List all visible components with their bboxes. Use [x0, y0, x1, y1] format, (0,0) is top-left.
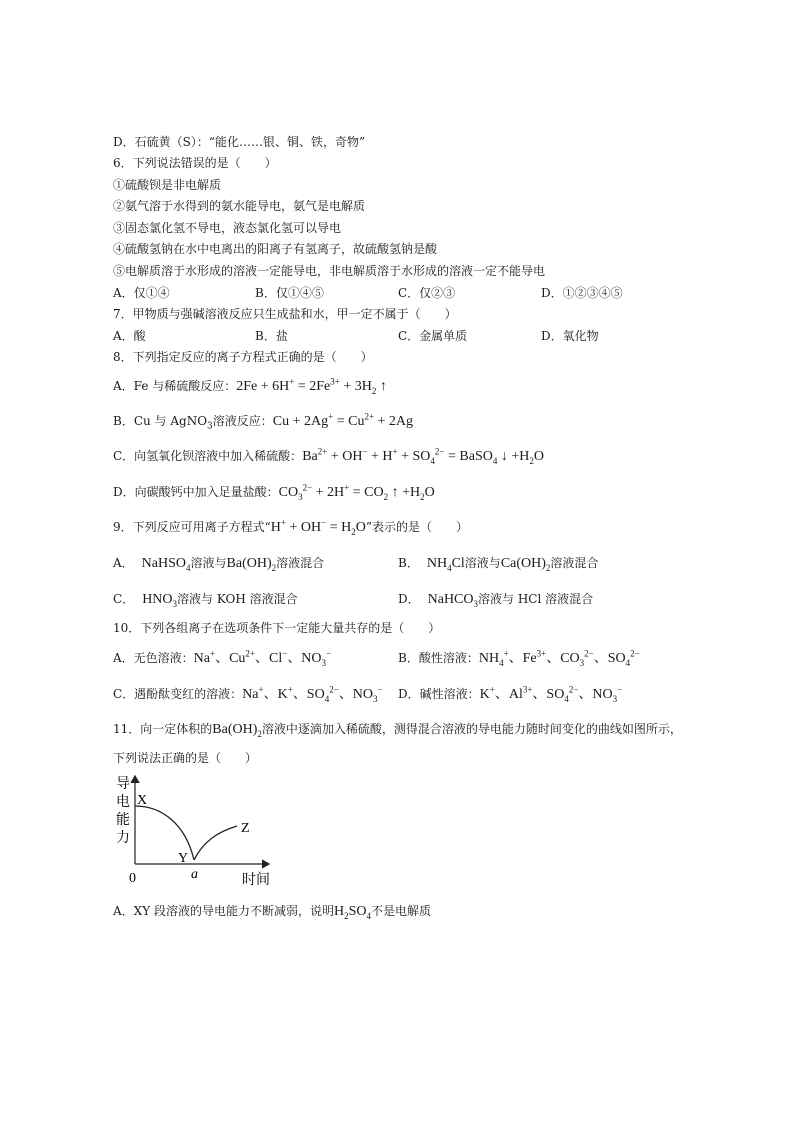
q6-stem: 6．下列说法错误的是（ ）: [113, 156, 277, 170]
q8-equation-d: $CO_3^{2-} + 2H^+ = CO_2$ ↑ $+H_2O$: [278, 482, 435, 502]
q6-statement-4: ④硫酸氢钠在水中电离出的阳离子有氢离子，故硫酸氢钠是酸: [113, 242, 438, 256]
q8-option-a: A．Fe 与稀硫酸反应：$2Fe + 6H^+ = 2Fe^{3+} + 3H_2$ ↑: [113, 376, 387, 396]
q10-option-c: C．遇酚酞变红的溶液：Na+、K+、$SO_4^{2-}$、$NO_3^-$: [113, 684, 383, 704]
point-x-label: X: [137, 793, 148, 808]
q9-option-b: B． $NH_4Cl$溶液与$Ca(OH)_2$溶液混合: [398, 556, 599, 573]
q8-option-b: B．Cu 与 AgNO$_3$溶液反应：$Cu + 2Ag^+ = Cu^{2+} + 2Ag$: [113, 411, 414, 432]
conductivity-graph: [105, 770, 285, 890]
point-y-label: Y: [178, 851, 189, 866]
q8-equation-a: $2Fe + 6H^+ = 2Fe^{3+} + 3H_2$ ↑: [236, 376, 387, 396]
y-axis-label-4: 力: [116, 830, 130, 846]
conductivity-curve-yz: [194, 826, 237, 860]
q7-option-b: B．盐: [255, 329, 288, 343]
q6-option-d: D．①②③④⑤: [541, 286, 623, 300]
q8-stem: 8．下列指定反应的离子方程式正确的是（ ）: [113, 350, 373, 364]
q9-option-d: D． NaHCO$_3$溶液与 HCl 溶液混合: [398, 592, 594, 609]
q11-option-a: A．XY 段溶液的导电能力不断减弱，说明$H_2SO_4$不是电解质: [113, 904, 431, 921]
q10-option-d: D．碱性溶液：K+、$Al^{3+}$、$SO_4^{2-}$、$NO_3^-$: [398, 684, 623, 704]
point-a-label: a: [191, 867, 198, 882]
x-axis-label: 时间: [242, 872, 270, 888]
q8-equation-b: $Cu + 2Ag^+ = Cu^{2+} + 2Ag$: [272, 411, 414, 429]
q7-option-a: A．酸: [113, 329, 146, 343]
q6-option-c: C．仅②③: [398, 286, 456, 300]
q6-statement-3: ③固态氯化氢不导电，液态氯化氢可以导电: [113, 221, 342, 235]
q8-equation-c: $Ba^{2+} + OH^- + H^+ + SO_4^{2-}$ = BaSO$_4$ ↓ $+H_2O$: [302, 446, 544, 466]
q7-stem: 7．甲物质与强碱溶液反应只生成盐和水，甲一定不属于（ ）: [113, 307, 457, 321]
q7-option-d: D．氧化物: [541, 329, 599, 343]
q10-option-b: B．酸性溶液：$NH_4^+$、$Fe^{3+}$、$CO_3^{2-}$、$SO_4^{2-}$: [398, 648, 640, 668]
q11-stem: 11．向一定体积的$Ba(OH)_2$溶液中逐滴加入稀硫酸，测得混合溶液的导电能力随时间变化的曲线如图所示，: [113, 722, 682, 739]
origin-label: 0: [129, 871, 136, 886]
q9-option-c: C． $HNO_3$溶液与 KOH 溶液混合: [113, 592, 298, 609]
y-axis-label-1: 导: [116, 776, 130, 792]
q6-statement-1: ①硫酸钡是非电解质: [113, 178, 222, 192]
q8-option-d: D．向碳酸钙中加入足量盐酸：$CO_3^{2-} + 2H^+ = CO_2$ ↑ $+H_2O$: [113, 482, 435, 502]
q10-option-a: A．无色溶液：Na+、$Cu^{2+}$、Cl−、$NO_3^-$: [113, 648, 332, 668]
q6-option-b: B．仅①④⑤: [255, 286, 324, 300]
y-axis-label-2: 电: [116, 794, 130, 810]
q8-option-c: C．向氢氧化钡溶液中加入稀硫酸：$Ba^{2+} + OH^- + H^+ + SO_4^{2-}$ = BaSO$_4$ ↓ $+H_2O$: [113, 446, 544, 466]
q11-stem-line2: 下列说法正确的是（ ）: [113, 751, 258, 765]
q9-option-a: A． NaHSO$_4$溶液与$Ba(OH)_2$溶液混合: [113, 556, 325, 573]
q9-stem: 9．下列反应可用离子方程式“$H^+ + OH^- = H_2O$”表示的是（ ）: [113, 517, 468, 537]
q10-stem: 10．下列各组离子在选项条件下一定能大量共存的是（ ）: [113, 621, 441, 635]
q6-statement-5: ⑤电解质溶于水形成的溶液一定能导电，非电解质溶于水形成的溶液一定不能导电: [113, 264, 546, 278]
q6-option-a: A．仅①④: [113, 286, 170, 300]
q7-option-c: C．金属单质: [398, 329, 468, 343]
q9-equation: $H^+ + OH^- = H_2O$: [270, 517, 366, 537]
option-d-previous: D．石硫黄（S）：“能化……银、铜、铁，奇物”: [113, 135, 366, 149]
q6-statement-2: ②氨气溶于水得到的氨水能导电，氨气是电解质: [113, 199, 366, 213]
y-axis-label-3: 能: [116, 812, 130, 828]
point-z-label: Z: [241, 821, 250, 836]
